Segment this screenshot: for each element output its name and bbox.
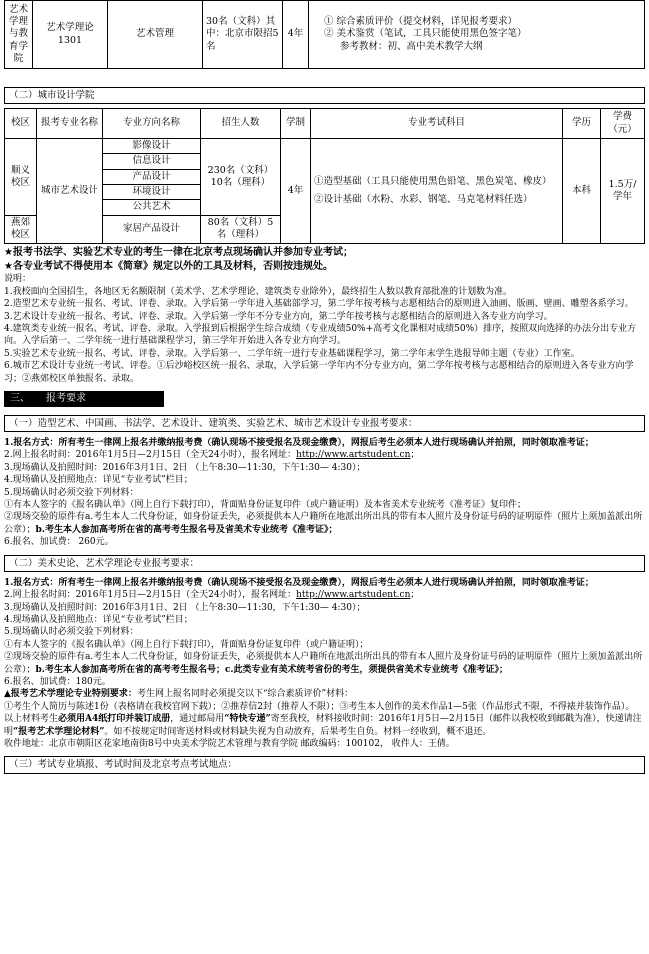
req-line: [4, 651, 645, 676]
req-text: ，通过邮局用: [170, 714, 225, 725]
note-item: 2.造型艺术专业统一报名、考试、评卷、录取。入学后第一学年进入基础部学习，第二学年按考核与志愿相结合的原则进入油画、版画、壁画、雕塑各系学习。: [4, 299, 634, 310]
req-line: [4, 589, 645, 601]
req-line: 收件地址：北京市朝阳区花家地南街8号中央美术学院艺术管理与教育学院 邮政编码：100102， 收件人：王倩。: [4, 739, 455, 750]
notes-list: [4, 286, 645, 385]
req-line: 6.报名、加试费： 260元。: [4, 537, 114, 548]
campus-shunyi: 顺义校区: [5, 139, 37, 216]
req-line: 1.报名方式：所有考生一律网上报名并缴纳报考费（确认现场不接受报名及现金缴费），网报后考生必须本人进行现场确认并拍照，同时领取准考证；: [4, 437, 594, 448]
note-item: 1.我校面向全国招生，各地区无名额限制（美术学、艺术学理论、建筑类专业除外），最终招生人数以教育部批准的计划数为准。: [4, 286, 513, 297]
header-fee: 学费（元）: [601, 109, 645, 139]
header-direction: 专业方向名称: [103, 109, 201, 139]
req-text: ②现场交验的原件有a.考生本人二代身份证，如身份证丢失，必须提供本人户籍所在地派出所出具的带有本人照片及身份证号码的证明原件（照片上须加盖派出所公章）；: [4, 652, 643, 675]
req-line: ①有本人签字的《报名确认单》（网上自行下载打印），背面贴身份证复印件（或户籍证明）及本省美术专业统考《准考证》复印件；: [4, 500, 527, 511]
exam-item: ② 美术鉴赏（笔试，工具只能使用黑色签字笔）: [324, 28, 527, 40]
req-text-bold: “报考艺术学理论材料”: [13, 726, 105, 737]
req-text: ②现场交验的原件有a.考生本人二代身份证，如身份证丢失，必须提供本人户籍所在地派出所出具的带有本人照片及身份证号码的证明原件（照片上须加盖派出所公章）；: [4, 512, 643, 535]
note-item: 5.实验艺术专业统一报名、考试、评卷、录取。入学后第一、二学年统一进行专业基础课程学习，第二学年末学生选报导师主题（专业）工作室。: [4, 348, 580, 359]
req-line: ①考生个人简历与陈述1份（表格请在我校官网下载）；②推荐信2封（推荐人不限）；③考生本人创作的美术作品1—5张（作品形式不限，不得裱并装饰作品）。: [4, 701, 635, 712]
star-note: ★报考书法学、实验艺术专业的考生一律在北京考点现场确认并参加专业考试；: [4, 246, 353, 258]
major-cell: 艺术学理论 1301: [33, 1, 108, 69]
requirements-box-3-title: （三）考试专业填报、考试时间及北京考点考试地点：: [4, 756, 645, 773]
req-text-bold: “特快专递”: [224, 714, 271, 725]
req-line: 6.报名、加试费：180元。: [4, 677, 111, 687]
college-name-cell: 艺术学理与教育学院: [5, 1, 33, 69]
notes-title: 说明：: [4, 274, 32, 285]
exam-item: ① 综合素质评价（提交材料，详见报考要求）: [324, 15, 518, 27]
enroll-yanjiao: 80名（文科）5名（理科）: [201, 215, 281, 243]
exam-item: ②设计基础（水粉、水彩、钢笔、马克笔材料任选）: [314, 193, 533, 205]
section-title: 报考要求: [46, 393, 86, 405]
requirements-box-2-title: （二）美术史论、艺术学理论专业报考要求：: [4, 555, 645, 572]
direction-item: 影像设计: [103, 139, 201, 154]
header-years: 学制: [281, 109, 311, 139]
req-line: 4.现场确认及拍照地点：详见“专业考试”栏目；: [4, 614, 193, 625]
direction-item: 产品设计: [103, 169, 201, 184]
header-degree: 学历: [563, 109, 601, 139]
req-text: 。如不按规定时间寄送材料或材料缺失视为自动放弃，后果考生自负。材料一经收到，概不退还。: [104, 726, 492, 737]
direction-item: 环境设计: [103, 185, 201, 200]
header-campus: 校区: [5, 109, 37, 139]
enroll-shunyi: 230名（文科）10名（理科）: [201, 139, 281, 216]
website-link[interactable]: http://www.artstudent.cn: [296, 590, 411, 601]
city-design-table: [4, 108, 645, 244]
req-line: [4, 511, 645, 536]
section-heading: [4, 391, 164, 407]
req-line: [4, 713, 645, 738]
city-fee: 1.5万/学年: [601, 139, 645, 244]
section-number: 三、: [10, 393, 30, 405]
direction-item: 信息设计: [103, 154, 201, 169]
req-line: 3.现场确认及拍照时间：2016年3月1日、2日 （上午8:30—11:30，下午1:30— 4:30）；: [4, 602, 366, 613]
req-text-bold: ▲报考艺术学理论专业特别要求：: [4, 689, 137, 700]
req-line: ①有本人签字的《报名确认单》（网上自行下载打印），背面贴身份证复印件（或户籍证明）；: [4, 639, 369, 650]
years-cell: 4年: [283, 1, 309, 69]
req-text: ；: [410, 450, 420, 461]
requirements-box-1-title: （一）造型艺术、中国画、书法学、艺术设计、建筑类、实验艺术、城市艺术设计专业报考要求：: [4, 415, 645, 432]
city-exam: [311, 139, 563, 244]
campus-yanjiao: 燕郊校区: [5, 215, 37, 243]
page: [4, 0, 645, 774]
note-item: 4.建筑类专业统一报名、考试、评卷、录取。入学报到后根据学生综合成绩（专业成绩50%+高考文化课相对成绩50%）排序，按照双向选择的办法分出专业方向。入学后第一、二学年统一进行基础课程学习，第三学年开始进入各专业方向学习。: [4, 324, 637, 347]
req-line: 5.现场确认时必须交验下列材料：: [4, 487, 139, 498]
req-text-bold: b.考生本人参加高考所在省的高考考生报名号；c.此类专业有美术统考省份的考生，须提供省美术专业统考《准考证》；: [35, 664, 509, 675]
city-major: 城市艺术设计: [37, 139, 103, 244]
req-text-bold: b.考生本人参加高考所在省的高考考生报名号及省美术专业统考《准考证》；: [35, 524, 338, 535]
requirements-block-2: [4, 577, 645, 751]
direction-item: 家居产品设计: [103, 215, 201, 243]
city-years: 4年: [281, 139, 311, 244]
note-item: 3.艺术设计专业统一报名、考试、评卷、录取。入学后第一学年不分专业方向，第二学年按考核与志愿相结合的原则进入各专业方向学习。: [4, 311, 553, 322]
header-exam: 专业考试科目: [311, 109, 563, 139]
header-major: 报考专业名称: [37, 109, 103, 139]
enroll-cell: 30名（文科）其中：北京市限招5名: [203, 1, 283, 69]
star-note: ★各专业考试不得使用本《简章》规定以外的工具及材料，否则按违规处。: [4, 260, 333, 272]
req-text: 寄至我校，材料接收时间：2016年1月5日—2月15日（邮件以我校收到邮戳为准），快递请注明: [4, 714, 642, 737]
req-line: 1.报名方式：所有考生一律网上报名并缴纳报考费（确认现场不接受报名及现金缴费），网报后考生必须本人进行现场确认并拍照，同时领取准考证；: [4, 577, 594, 588]
city-degree: 本科: [563, 139, 601, 244]
req-line: 4.现场确认及拍照地点：详见“专业考试”栏目；: [4, 475, 193, 486]
requirements-block-1: [4, 437, 645, 549]
req-text: 以上材料考生: [4, 714, 59, 725]
req-text: 考生网上报名同时必须提交以下“综合素质评价”材料：: [136, 689, 354, 700]
website-link[interactable]: http://www.artstudent.cn: [296, 450, 411, 461]
header-enroll: 招生人数: [201, 109, 281, 139]
exam-item: ①造型基础（工具只能使用黑色铅笔、黑色炭笔、橡皮）: [314, 175, 552, 187]
exam-cell: [309, 1, 645, 69]
req-line: [4, 688, 645, 700]
req-text: 2.网上报名时间：2016年1月5日—2月15日（全天24小时），报名网址：: [4, 590, 297, 601]
top-admission-table: [4, 0, 645, 69]
req-text: 2.网上报名时间：2016年1月5日—2月15日（全天24小时），报名网址：: [4, 450, 297, 461]
exam-reference: 参考教材：初、高中美术教学大纲: [340, 40, 483, 52]
req-line: 3.现场确认及拍照时间：2016年3月1日、2日 （上午8:30—11:30，下午1:30— 4:30）；: [4, 462, 366, 473]
req-line: [4, 449, 645, 461]
req-text: ；: [410, 590, 420, 601]
direction-item: 公共艺术: [103, 200, 201, 215]
note-item: 6.城市艺术设计专业统一考试、评卷。①后沙峪校区统一报名、录取，入学后第一学年内不分专业方向，第二学年按考核与志愿相结合的原则进入各专业方向学习；②燕郊校区单独报名、录取。: [4, 361, 634, 384]
req-line: 5.现场确认时必须交验下列材料：: [4, 627, 139, 638]
direction-cell: 艺术管理: [108, 1, 203, 69]
req-text-bold: 必须用A4纸打印并装订成册: [58, 714, 171, 725]
city-design-title: （二）城市设计学院: [4, 87, 645, 104]
